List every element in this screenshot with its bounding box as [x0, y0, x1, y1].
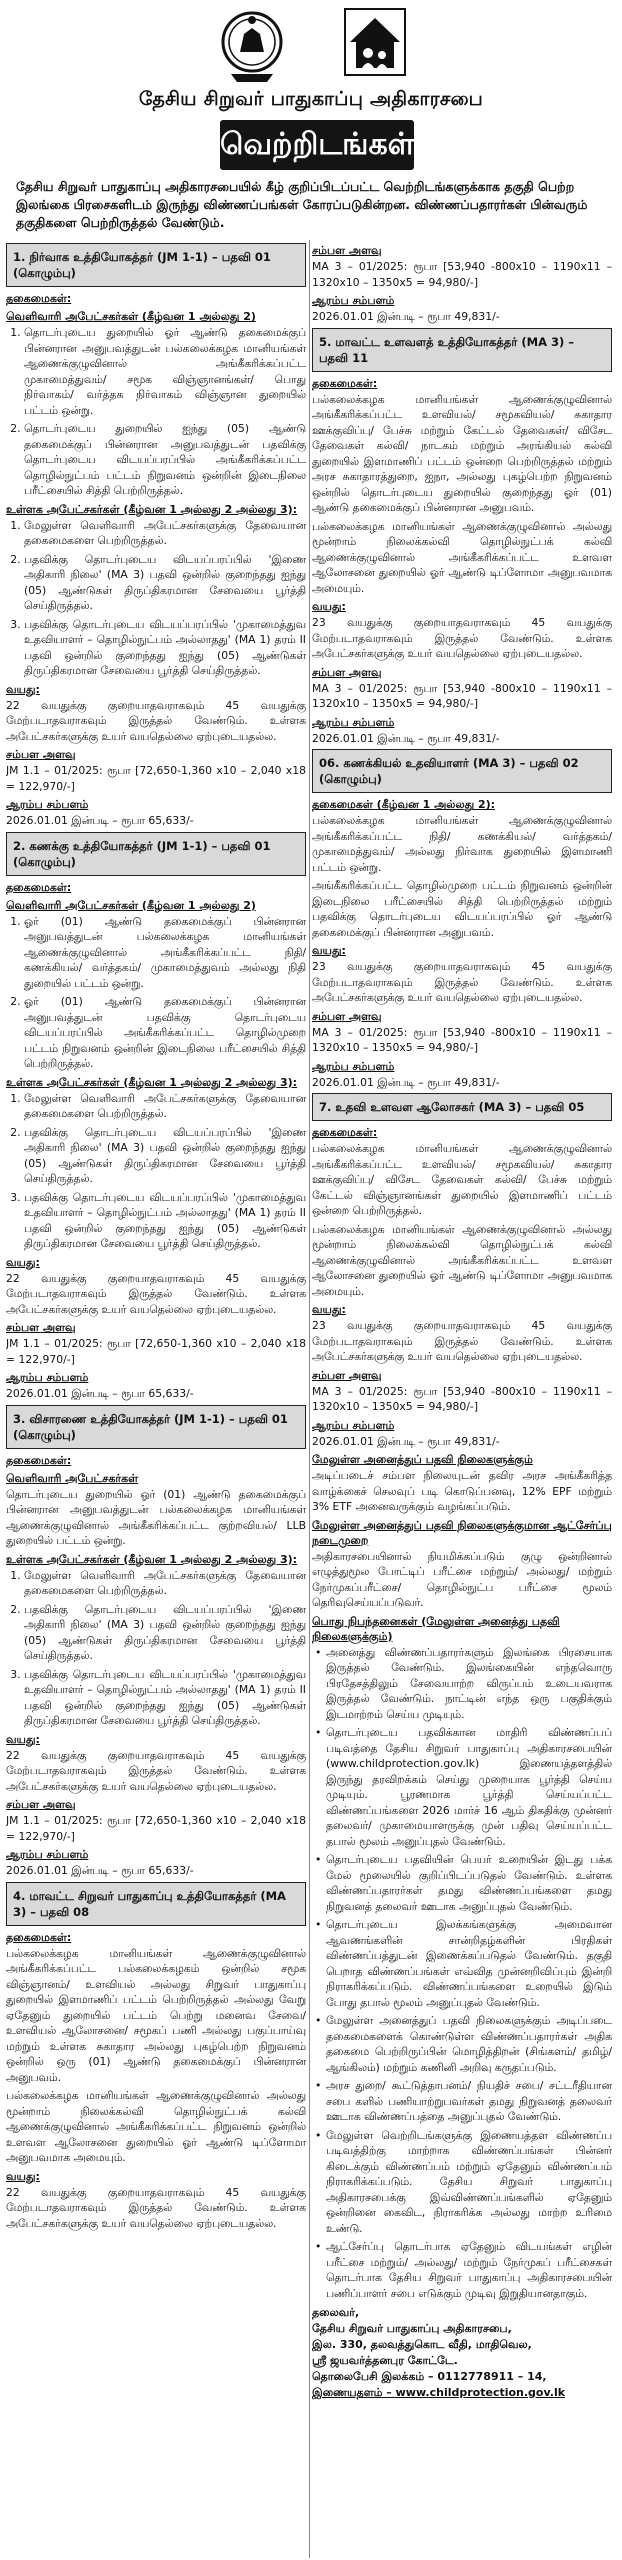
list-item: 1. மேலுள்ள வெளிவாரி அபேட்சகர்களுக்கு தேவையான தகைமைகளை பெற்றிருத்தல்.: [24, 1568, 306, 1599]
post-4-age: 22 வயதுக்கு குறையாதவராகவும் 45 வயதுக்கு மேற்படாதவராகவும் இருத்தல் வேண்டும். உள்ளக அபேட்சகர்களுக்கு உயர் வயதெல்லை ஏற்புடையதல்ல.: [6, 2185, 306, 2230]
post-3-salary-heading: சம்பள அளவு: [6, 1798, 76, 1811]
list-item: 3. பதவிக்கு தொடர்புடைய விடயப்பரப்பில் 'முகாமைத்துவ உதவியாளர் – தொழில்நுட்பம் அல்லாதது' (MA 1) தரம் II பதவி ஒன்றில் குறைந்தது ஐந்து (05) ஆண்டுகள் திருப்திகரமான சேவையை பூர்த்தி செய்திருத்தல்.: [24, 1667, 306, 1729]
footer-chair: தலைவர்,: [312, 2306, 360, 2319]
post-6-start-heading: ஆரம்ப சம்பளம்: [312, 1059, 395, 1073]
post-2-age: 22 வயதுக்கு குறையாதவராகவும் 45 வயதுக்கு மேற்படாதவராகவும் இருத்தல் வேண்டும். உள்ளக அபேட்சகர்களுக்கு உயர் வயதெல்லை ஏற்புடையதல்ல.: [6, 1271, 306, 1316]
post-1-external-heading: வெளிவாரி அபேட்சகர்கள் (கீழ்வன 1 அல்லது 2): [6, 310, 256, 323]
post-1-internal-heading: உள்ளக அபேட்சகர்கள் (கீழ்வன 1 அல்லது 2 அல்லது 3):: [6, 502, 298, 516]
post-7-qualification-2: பல்கலைக்கழக மானியங்கள் ஆணைக்குழுவினால் அல்லது மூன்றாம் நிலைக்கல்வி தொழில்நுட்பக் கல்வி ஆணைக்குழுவினால் அங்கீகரிக்கப்பட்ட உளவள ஆலோசனை துறையில் ஓர் ஆண்டு டிப்ளோமா அனுபவமாக அமையும்.: [312, 1222, 612, 1298]
right-column: [312, 240, 612, 2558]
post-5-start-heading: ஆரம்ப சம்பளம்: [312, 715, 395, 729]
general-conditions-list: [312, 1645, 612, 2302]
post-5-salary-heading: சம்பள அளவு: [312, 665, 382, 679]
list-item: 1. தொடர்புடைய துறையில் ஓர் ஆண்டு தகைமைக்குப் பின்னரான அனுபவத்துடன் பல்கலைக்கழக மானியங்கள் ஆணைக்குழுவினால் அங்கீகரிக்கப்பட்ட முகாமைத்துவம்/ சமூக விஞ்ஞானங்கள்/ பொது நிர்வாகம்/ வர்த்தக நிர்வாகம் விஞ்ஞான துறையில் பட்டம் ஒன்று.: [24, 325, 306, 418]
post-2-age-heading: வயது:: [6, 1255, 40, 1269]
post-6-start-salary: 2026.01.01 இன்படி – ரூபா 49,831/-: [312, 1075, 500, 1089]
list-item: 3. பதவிக்கு தொடர்புடைய விடயப்பரப்பில் 'முகாமைத்துவ உதவியாளர் – தொழில்நுட்பம் அல்லாதது' (MA 1) தரம் II பதவி ஒன்றில் குறைந்தது ஐந்து (05) ஆண்டுகள் திருப்திகரமான சேவையை பூர்த்தி செய்திருத்தல்.: [24, 617, 306, 679]
post-7-salary: MA 3 – 01/2025: ரூபா [53,940 -800x10 – 1190x11 – 1320x10 – 1350x5 = 94,980/-]: [312, 1384, 612, 1413]
post-4-salary: MA 3 – 01/2025: ரூபா [53,940 -800x10 – 1190x11 – 1320x10 – 1350x5 = 94,980/-]: [312, 260, 612, 289]
post-3-salary: JM 1.1 – 01/2025: ரூபா [72,650-1,360 x10 – 2,040 x18 = 122,970/-]: [6, 1814, 306, 1843]
list-item: • மேலுள்ள அனைத்துப் பதவி நிலைகளுக்கும் அடிப்படை தகைமைகளைக் கொண்டுள்ள விண்ணப்பதாரர்கள் அதிக தகைமை பெற்றிருப்பின் மொழித்திறன் (சிங்களம்/ தமிழ்/ ஆங்கிலம்) மற்றும் கணினி அறிவு கருதப்படும்.: [326, 2013, 612, 2075]
post-6-age: 23 வயதுக்கு குறையாதவராகவும் 45 வயதுக்கு மேற்படாதவராகவும் இருத்தல் வேண்டும். உள்ளக அபேட்சகர்களுக்கு உயர் வயதெல்லை ஏற்புடையதல்ல.: [312, 960, 612, 1004]
post-6-age-heading: வயது:: [312, 944, 346, 957]
post-7-age-heading: வயது:: [312, 1303, 346, 1316]
post-7-qualifications-heading: தகைமைகள்:: [312, 1126, 378, 1139]
post-1-internal-list: [6, 518, 306, 679]
post-5-qualifications-heading: தகைமைகள்:: [312, 376, 378, 390]
general-heading-2: மேலுள்ள அனைத்துப் பதவி நிலைகளுக்குமான ஆட்சேர்ப்பு நடைமுறை: [312, 1518, 612, 1547]
post-3-age: 22 வயதுக்கு குறையாதவராகவும் 45 வயதுக்கு மேற்படாதவராகவும் இருத்தல் வேண்டும். உள்ளக அபேட்சகர்களுக்கு உயர் வயதெல்லை ஏற்புடையதல்ல.: [6, 1748, 306, 1793]
post-7-start-heading: ஆரம்ப சம்பளம்: [312, 1418, 395, 1432]
post-2-external-heading: வெளிவாரி அபேட்சகர்கள் (கீழ்வன 1 அல்லது 2): [6, 898, 256, 912]
post-3-start-salary: 2026.01.01 இன்படி – ரூபா 65,633/-: [6, 1864, 194, 1877]
post-1-age-heading: வயது:: [6, 682, 40, 696]
nccpa-logo-icon: [344, 8, 406, 76]
post-4-start-salary: 2026.01.01 இன்படி – ரூபா 49,831/-: [312, 310, 500, 323]
footer-website-link[interactable]: இணையதளம் – www.childprotection.gov.lk: [312, 2386, 566, 2399]
post-3-external: தொடர்புடைய துறையில் ஓர் (01) ஆண்டு தகைமைக்குப் பின்னரான அனுபவத்துடன் பல்கலைக்கழக மானியங்கள் ஆணைக்குழுவினால் அங்கீகரிக்கப்பட்ட குற்றவியல்/ LLB துறையில் பட்டம் ஒன்று.: [6, 1487, 306, 1547]
post-1-salary: JM 1.1 – 01/2025: ரூபா [72,650-1,360 x10 – 2,040 x18 = 122,970/-]: [6, 764, 306, 793]
post-2-qualifications-heading: தகைமைகள்:: [6, 880, 72, 894]
left-column: [6, 240, 306, 2558]
list-item: • அரச துறை/ கூட்டுத்தாபனம்/ நியதிச் சபை/ சட்டரீதியான சபை களில் பணியாற்றுபவர்கள் தமது நிறுவனத் தலைவர் ஊடாக விண்ணப்பத்தை அனுப்புதல் வேண்டும்.: [326, 2078, 612, 2125]
content-columns: [6, 240, 616, 2558]
post-3-internal-list: [6, 1568, 306, 1729]
footer-org: தேசிய சிறுவர் பாதுகாப்பு அதிகாரசபை,: [312, 2322, 512, 2335]
post-3-qualifications-heading: தகைமைகள்:: [6, 1453, 72, 1467]
post-1-title: 1. நிர்வாக உத்தியோகத்தர் (JM 1-1) – பதவி 01 (கொழும்பு): [6, 243, 306, 287]
post-5-age-heading: வயது:: [312, 600, 346, 613]
post-4-title: 4. மாவட்ட சிறுவர் பாதுகாப்பு உத்தியோகத்தர் (MA 3) – பதவி 08: [6, 1882, 306, 1926]
header: [6, 0, 616, 238]
post-2-internal-list: [6, 1091, 306, 1252]
post-5-salary: MA 3 – 01/2025: ரூபா [53,940 -800x10 – 1190x11 – 1320x10 – 1350x5 = 94,980/-]: [312, 681, 612, 710]
list-item: • அனைத்து விண்ணப்பதாரர்களும் இலங்கை பிரசையாக இருத்தல் வேண்டும். இலங்கையின் எந்தவொரு பிரதேசத்திலும் சேவையாற்ற விருப்பம் உடையவராக இருத்தல் வேண்டும். நாட்டின் எந்த ஒரு பகுதிக்கும் இடமாற்றம் செய்ய முடியும்.: [326, 1645, 612, 1723]
post-5-title: 5. மாவட்ட உளவளத் உத்தியோகத்தர் (MA 3) – பதவி 11: [312, 328, 612, 372]
post-3-external-heading: வெளிவாரி அபேட்சகர்கள்: [6, 1471, 139, 1485]
post-4-age-heading: வயது:: [6, 2169, 40, 2183]
post-3-title: 3. விசாரணை உத்தியோகத்தர் (JM 1-1) – பதவி 01 (கொழும்பு): [6, 1405, 306, 1449]
post-1-age: 22 வயதுக்கு குறையாதவராகவும் 45 வயதுக்கு மேற்படாதவராகவும் இருத்தல் வேண்டும். உள்ளக அபேட்சகர்களுக்கு உயர் வயதெல்லை ஏற்புடையதல்ல.: [6, 698, 306, 743]
post-7-salary-heading: சம்பள அளவு: [312, 1368, 382, 1382]
post-6-qualifications-heading: தகைமைகள் (கீழ்வன 1 அல்லது 2):: [312, 798, 496, 811]
footer-address-line: இல. 330, தலவத்துகொட வீதி, மாதிவெல,: [312, 2338, 532, 2351]
post-5-qualification-2: பல்கலைக்கழக மானியங்கள் ஆணைக்குழுவினால் அல்லது மூன்றாம் நிலைக்கல்வி தொழில்நுட்பக் கல்வி ஆணைக்குழுவினால் அங்கீகரிக்கப்பட்ட உளவள ஆலோசனை துறையில் ஓர் ஆண்டு டிப்ளோமா அனுபவமாக அமையும்.: [312, 519, 612, 595]
post-4-salary-heading: சம்பள அளவு: [312, 244, 382, 257]
list-item: 1. ஓர் (01) ஆண்டு தகைமைக்குப் பின்னரான அனுபவத்துடன் பல்கலைக்கழக மானியங்கள் ஆணைக்குழுவினால் அங்கீகரிக்கப்பட்ட நிதி/ கணக்கியல்/ வர்த்தகம்/ முகாமைத்துவம் அல்லது நிதி துறையில் பட்டம் ஒன்று.: [24, 914, 306, 992]
list-item: • தொடர்புடைய இலக்கங்களுக்கு அமைவான ஆவணங்களின் சான்றிதழ்களின் பிரதிகள் விண்ணப்பத்துடன் இணைக்கப்படுதல் வேண்டும். தகுதி பெறாத விண்ணப்பங்கள் எவ்வித முன்னறிவிப்பும் இன்றி நிராகரிக்கப்படும். விண்ணப்பங்களை உறையில் இடும் போது தபால் மூலம் அனுப்புதல் வேண்டும்.: [326, 1917, 612, 2010]
post-5-qualification-1: பல்கலைக்கழக மானியங்கள் ஆணைக்குழுவினால் அங்கீகரிக்கப்பட்ட உளவியல்/ சமூகவியல்/ சுகாதார ஊக்குவிப்பு/ பேச்சு மற்றும் கேட்டல் தேவைகள்/ விசேட தேவைகள் கல்வி/ நாடகம் மற்றும் அரங்கியல் கல்வி துறையில் இளமாணிப் பட்டம் ஒன்றை பெற்றிருத்தல் மற்றும் அரச சுகாதாரத்துறை, ஐநா, அல்லது புகழ்பெற்ற நிறுவனம் ஒன்றில் தொடர்புடைய துறையில் குறைந்தது ஓர் (01) ஆண்டு தகைமைக்குப் பின்னரான அனுபவம்.: [312, 392, 612, 514]
list-item: 2. ஓர் (01) ஆண்டு தகைமைக்குப் பின்னரான அனுபவத்துடன் பதவிக்கு தொடர்புடைய விடயப்பரப்பில் அங்கீகரிக்கப்பட்ட தொழில்முறை பட்டம் நிறுவனம் ஒன்றின் இடைநிலை பரீட்சையில் சித்தி பெற்றிருத்தல்.: [24, 994, 306, 1072]
post-1-start-heading: ஆரம்ப சம்பளம்: [6, 798, 89, 811]
list-item: 3. பதவிக்கு தொடர்புடைய விடயப்பரப்பில் 'முகாமைத்துவ உதவியாளர் – தொழில்நுட்பம் அல்லாதது' (MA 1) தரம் II பதவி ஒன்றில் குறைந்தது ஐந்து (05) ஆண்டுகள் திருப்திகரமான சேவையை பூர்த்தி செய்திருத்தல்.: [24, 1190, 306, 1252]
post-4-qualification-1: பல்கலைக்கழக மானியங்கள் ஆணைக்குழுவினால் அங்கீகரிக்கப்பட்ட பல்கலைக்கழகம் ஒன்றில் சமூக விஞ்ஞானம்/ உளவியல் அல்லது சிறுவர் பாதுகாப்பு துறையில் இளமாணிப் பட்டம் பெற்றிருத்தல் அல்லது வேறு ஏதேனும் துறையில் பட்டம் பெற்று மனைவ சேவை/ உளவியல் ஆலோசனை/ சமூகப் பணி அல்லது பகுப்பாய்வு மற்றும் உள்ளக சுகாதார அல்லது புகழ்பெற்ற நிறுவனம் ஒன்றில் ஒரு (01) ஆண்டு தகைமைக்குப் பின்னரான அனுபவம்.: [6, 1946, 306, 2084]
post-2-title: 2. கணக்கு உத்தியோகத்தர் (JM 1-1) – பதவி 01 (கொழும்பு): [6, 832, 306, 876]
recruitment-procedure: அதிகாரசபையினால் நியமிக்கப்படும் குழு ஒன்றினால் எழுத்துமூல போட்டிப் பரீட்சை மற்றும்/ அல்லது/ மற்றும் நேர்முகப்பரீட்சை/ தொழில்நுட்ப பரீட்சை மூலம் தெரிவுசெய்யப்படுவர்.: [312, 1549, 612, 1609]
post-2-start-salary: 2026.01.01 இன்படி – ரூபா 65,633/-: [6, 1387, 194, 1400]
post-3-start-heading: ஆரம்ப சம்பளம்: [6, 1848, 89, 1861]
post-7-title: 7. உதவி உளவள ஆலோசகர் (MA 3) – பதவி 05: [312, 1093, 612, 1121]
list-item: 2. பதவிக்கு தொடர்புடைய விடயப்பரப்பில் 'இணை அதிகாரி நிலை' (MA 3) பதவி ஒன்றில் குறைந்தது ஐந்து (05) ஆண்டுகள் திருப்திகரமான சேவையை பூர்த்தி செய்திருத்தல்.: [24, 1602, 306, 1664]
post-1-qualifications-heading: தகைமைகள்:: [6, 292, 72, 305]
sri-lanka-emblem-icon: [221, 6, 283, 86]
list-item: 2. பதவிக்கு தொடர்புடைய விடயப்பரப்பில் 'இணை அதிகாரி நிலை' (MA 3) பதவி ஒன்றில் குறைந்தது ஐந்து (05) ஆண்டுகள் திருப்திகரமான சேவையை பூர்த்தி செய்திருத்தல்.: [24, 1125, 306, 1187]
general-allowances: அடிப்படைச் சம்பள நிலையுடன் தவிர அரச அங்கீகரித்த வாழ்க்கைச் செலவுப் படி கொடுப்பனவு, 12% EPF மற்றும் 3% ETF அனைவருக்கும் வழங்கப்படும்.: [312, 1469, 612, 1513]
list-item: • தொடர்புடைய பதவியின் பெயர் உறையின் இடது பக்க மேல் மூலையில் குறிப்பிடப்படுதல் வேண்டும். உள்ளக விண்ணப்பதாரர்கள் தமது விண்ணப்பங்களை தமது நிறுவனத் தலைவர் ஊடாக அனுப்புதல் வேண்டும்.: [326, 1852, 612, 1914]
post-5-start-salary: 2026.01.01 இன்படி – ரூபா 49,831/-: [312, 731, 500, 745]
post-6-qualification-1: பல்கலைக்கழக மானியங்கள் ஆணைக்குழுவினால் அங்கீகரிக்கப்பட்ட நிதி/ கணக்கியல்/ வர்த்தகம்/ முகாமைத்துவம்/ அல்லது நிர்வாக துறையில் இளமாணி பட்டம் ஒன்று.: [312, 814, 612, 874]
post-7-start-salary: 2026.01.01 இன்படி – ரூபா 49,831/-: [312, 1434, 500, 1448]
post-3-internal-heading: உள்ளக அபேட்சகர்கள் (கீழ்வன 1 அல்லது 2 அல்லது 3):: [6, 1552, 298, 1566]
general-heading-3: பொது நிபந்தனைகள் (மேலுள்ள அனைத்து பதவி நிலைகளுக்கும்): [312, 1614, 560, 1643]
post-3-age-heading: வயது:: [6, 1732, 40, 1746]
list-item: • மேலுள்ள வெற்றிடங்களுக்கு இணையத்தள விண்ணப்ப படிவத்திற்கு மாற்றாக விண்ணப்பங்கள் பின்னர் கிடைக்கும் விண்ணப்பம் மற்றும் ஏதேனும் விண்ணப்பம் நிராகரிக்கப்படும். தேசிய சிறுவர் பாதுகாப்பு அதிகாரசபைக்கு இவ்விண்ணப்பங்களில் ஏதேனும் ஒன்றினை கைவிட, நிராகரிக்க அல்லது மாற்ற உரிமை உண்டு.: [326, 2128, 612, 2237]
list-item: 1. மேலுள்ள வெளிவாரி அபேட்சகர்களுக்கு தேவையான தகைமைகளை பெற்றிருத்தல்.: [24, 518, 306, 549]
post-2-internal-heading: உள்ளக அபேட்சகர்கள் (கீழ்வன 1 அல்லது 2 அல்லது 3):: [6, 1075, 298, 1089]
post-2-salary: JM 1.1 – 01/2025: ரூபா [72,650-1,360 x10 – 2,040 x18 = 122,970/-]: [6, 1337, 306, 1366]
list-item: 2. பதவிக்கு தொடர்புடைய விடயப்பரப்பில் 'இணை அதிகாரி நிலை' (MA 3) பதவி ஒன்றில் குறைந்தது ஐந்து (05) ஆண்டுகள் திருப்திகரமான சேவையை பூர்த்தி செய்திருத்தல்.: [24, 552, 306, 614]
post-4-qualification-2: பல்கலைக்கழக மானியங்கள் ஆணைக்குழுவினால் அல்லது மூன்றாம் நிலைக்கல்வி தொழில்நுட்பக் கல்வி ஆணைக்குழுவினால் அங்கீகரிக்கப்பட்ட நிறுவனம் ஒன்றில் உளவள ஆலோசனை துறையில் ஓர் ஆண்டு டிப்ளோமா அனுபவமாக அமையும்.: [6, 2089, 306, 2164]
post-6-qualification-2: அங்கீகரிக்கப்பட்ட தொழில்முறை பட்டம் நிறுவனம் ஒன்றின் இடைநிலை பரீட்சையில் சித்தி பெற்றிருத்தல் மற்றும் பதவிக்கு தொடர்புடைய விடயப்பரப்பில் ஓர் ஆண்டு தகைமைக்குப் பின்னரான அனுபவம்.: [312, 879, 612, 939]
list-item: • தொடர்புடைய பதவிக்கான மாதிரி விண்ணப்பப் படிவத்தை தேசிய சிறுவர் பாதுகாப்பு அதிகாரசபையின் (www.childprotection.gov.lk) இணையத்தளத்தில் இருந்து தரவிறக்கம் செய்து முறையாக பூர்த்தி செய்ய முடியும். பூரணமாக பூர்த்தி செய்யப்பட்ட விண்ணப்பங்களை 2026 மார்ச் 16 ஆம் திகதிக்கு முன்னர் தலைவர்/ முகாமையாளருக்கு முன் பதிவு செய்யப்பட்ட தபால் மூலம் அனுப்புதல் வேண்டும்.: [326, 1725, 612, 1849]
post-6-title: 06. கணக்கியல் உதவியாளர் (MA 3) – பதவி 02 (கொழும்பு): [312, 749, 612, 793]
post-4-qualifications-heading: தகைமைகள்:: [6, 1930, 72, 1944]
post-5-age: 23 வயதுக்கு குறையாதவராகவும் 45 வயதுக்கு மேற்படாதவராகவும் இருத்தல் வேண்டும். உள்ளக அபேட்சகர்களுக்கு உயர் வயதெல்லை ஏற்புடையதல்ல.: [312, 616, 612, 660]
post-1-external-list: [6, 325, 306, 499]
post-6-salary-heading: சம்பள அளவு: [312, 1009, 382, 1023]
list-item: 2. தொடர்புடைய துறையில் ஐந்து (05) ஆண்டு தகைமைக்குப் பின்னரான அனுபவத்துடன் பதவிக்கு தொடர்புடைய விடயப்பரப்பில் அங்கீகரிக்கப்பட்ட தொழில்நுட்பம் பட்டம் நிறுவனம் ஒன்றின் இடைநிலை பரீட்சையில் சித்தி பெற்றிருத்தல்.: [24, 421, 306, 499]
post-7-qualification-1: பல்கலைக்கழக மானியங்கள் ஆணைக்குழுவினால் அங்கீகரிக்கப்பட்ட உளவியல்/ சமூகவியல்/ சுகாதார ஊக்குவிப்பு/ விசேட தேவைகள் கல்வி/ பேச்சு மற்றும் கேட்டல் விஞ்ஞானங்கள் துறையில் இளமாணிப் பட்டம் ஒன்றை பெற்றிருத்தல்.: [312, 1142, 612, 1217]
footer-phone: தொலைபேசி இலக்கம் – 0112778911 – 14,: [312, 2370, 547, 2383]
footer-address: [312, 2305, 612, 2401]
agency-name: தேசிய சிறுவர் பாதுகாப்பு அதிகாரசபை: [138, 88, 484, 110]
post-7-age: 23 வயதுக்கு குறையாதவராகவும் 45 வயதுக்கு மேற்படாதவராகவும் இருத்தல் வேண்டும். உள்ளக அபேட்சகர்களுக்கு உயர் வயதெல்லை ஏற்புடையதல்ல.: [312, 1319, 612, 1363]
post-4-start-heading: ஆரம்ப சம்பளம்: [312, 294, 395, 307]
post-2-start-heading: ஆரம்ப சம்பளம்: [6, 1371, 89, 1384]
vacancies-banner: வெற்றிடங்கள்: [220, 120, 414, 170]
post-2-salary-heading: சம்பள அளவு: [6, 1321, 76, 1334]
post-6-salary: MA 3 – 01/2025: ரூபா [53,940 -800x10 – 1190x11 – 1320x10 – 1350x5 = 94,980/-]: [312, 1025, 612, 1054]
general-heading-1: மேலுள்ள அனைத்துப் பதவி நிலைகளுக்கும்: [312, 1453, 533, 1466]
intro-text: தேசிய சிறுவர் பாதுகாப்பு அதிகாரசபையில் கீழ் குறிப்பிடப்பட்ட வெற்றிடங்களுக்காக தகுதி பெற்ற இலங்கை பிரசைகளிடம் இருந்து விண்ணப்பங்கள் கோரப்படுகின்றன. விண்ணப்பதாரர்கள் பின்வரும் தகுதிகளை பெற்றிருத்தல் வேண்டும்.: [16, 179, 588, 230]
list-item: 1. மேலுள்ள வெளிவாரி அபேட்சகர்களுக்கு தேவையான தகைமைகளை பெற்றிருத்தல்.: [24, 1091, 306, 1122]
post-2-external-list: [6, 914, 306, 1072]
list-item: • ஆட்சேர்ப்பு தொடர்பாக ஏதேனும் விடயங்கள் எழின் பரீட்சை மற்றும்/ அல்லது/ மற்றும் நேர்முகப் பரீட்சைகள் தொடர்பாக தேசிய சிறுவர் பாதுகாப்பு அதிகாரசபையின் பணிப்பாளர் சபை எடுக்கும் முடிவு இறுதியானதாகும்.: [326, 2239, 612, 2301]
footer-city: ஸ்ரீ ஜயவர்த்தனபுர கோட்டே.: [312, 2354, 458, 2367]
column-divider: [309, 240, 310, 2558]
post-1-salary-heading: சம்பள அளவு: [6, 748, 76, 761]
post-1-start-salary: 2026.01.01 இன்படி – ரூபா 65,633/-: [6, 814, 194, 827]
